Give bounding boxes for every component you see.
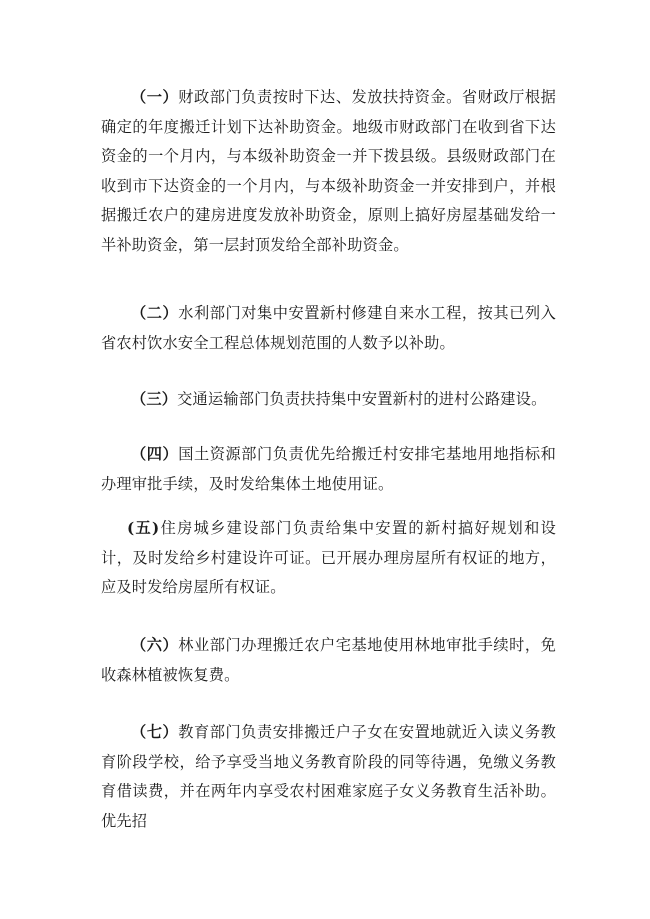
paragraph-text: 林业部门办理搬迁农户宅基地使用林地审批手续时，免收森林植被恢复费。 — [101, 636, 556, 684]
paragraph-transport-department — [101, 385, 556, 415]
paragraph-water-resources-department — [101, 299, 556, 358]
paragraph-number: （三） — [131, 390, 178, 408]
paragraph-number: （一） — [131, 88, 179, 106]
paragraph-text: 住房城乡建设部门负责给集中安置的新村搞好规划和设计，及时发给乡村建设许可证。已开展办理房屋所有权证的地方，应及时发给房屋所有权证。 — [101, 519, 556, 596]
paragraph-text: 国土资源部门负责优先给搬迁村安排宅基地用地指标和办理审批手续，及时发给集体土地使用证。 — [101, 445, 556, 493]
paragraph-text: 教育部门负责安排搬迁户子女在安置地就近入读义务教育阶段学校，给予享受当地义务教育阶段的同等待遇，免缴义务教育借读费，并在两年内享受农村困难家庭子女义务教育生活补助。优先招 — [101, 723, 556, 830]
paragraph-education-department — [101, 718, 556, 836]
paragraph-number: （二） — [131, 304, 179, 322]
paragraph-number: （六） — [131, 636, 179, 654]
paragraph-housing-construction-department — [101, 514, 556, 603]
paragraph-text: 交通运输部门负责扶持集中安置新村的进村公路建设。 — [177, 390, 547, 408]
paragraph-finance-department — [101, 83, 556, 260]
paragraph-number: （七） — [131, 723, 179, 741]
paragraph-number: （四） — [131, 445, 179, 463]
paragraph-text: 财政部门负责按时下达、发放扶持资金。省财政厅根据确定的年度搬迁计划下达补助资金。地级市财政部门在收到省下达资金的一个月内，与本级补助资金一并下拨县级。县级财政部门在收到市下达资金的一个月内，与本级补助资金一并安排到户，并根据搬迁农户的建房进度发放补助资金，原则上搞好房屋基础发给一半补助资金，第一层封顶发给全部补助资金。 — [101, 88, 556, 254]
paragraph-text: 水利部门对集中安置新村修建自来水工程，按其已列入省农村饮水安全工程总体规划范围的人数予以补助。 — [101, 304, 556, 352]
paragraph-forestry-department — [101, 631, 556, 690]
paragraph-land-resources-department — [101, 440, 556, 499]
paragraph-number: (五) — [127, 519, 160, 537]
